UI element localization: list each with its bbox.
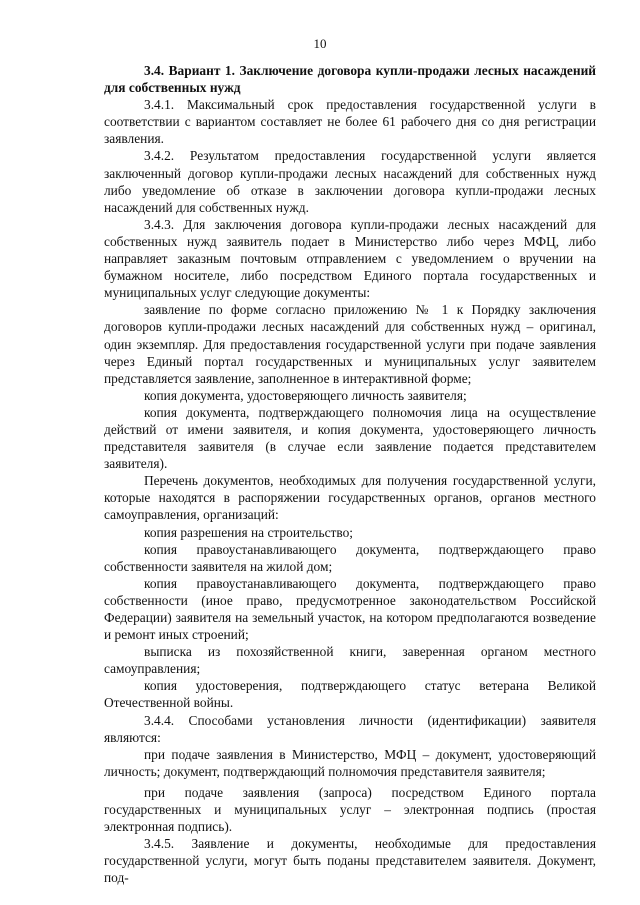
- paragraph-documents-list-intro: Перечень документов, необходимых для получения государственной услуги, которые находятся в распоряжении государственных органов, органов местного самоуправления, организаций:: [104, 473, 596, 523]
- list-item-application-form: заявление по форме согласно приложению № 1 к Порядку заключения договоров купли-продажи лесных насаждений для собственных нужд – оригинал, один экземпляр. Для предоставления государственной услуги при подаче заявления через Единый портал государственных и муниципальных услуг заявителем представляется заявление, заполненное в интерактивной форме;: [104, 302, 596, 386]
- paragraph-3-4-2: 3.4.2. Результатом предоставления государственной услуги является заключенный договор купли-продажи лесных насаждений для собственных нужд либо уведомление об отказе в заключении договора купли-продажи лесных насаждений для собственных нужд.: [104, 148, 596, 215]
- section-heading: 3.4. Вариант 1. Заключение договора купли-продажи лесных насаждений для собственных нужд: [104, 63, 596, 96]
- list-item-building-permit: копия разрешения на строительство;: [144, 524, 354, 540]
- list-item-land-title: копия правоустанавливающего документа, подтверждающего право собственности (иное право, предусмотренное законодательством Российской Федерации) заявителя на земельный участок, на котором предполагаются возведение и ремонт иных строений;: [104, 575, 596, 643]
- list-item-household-book: выписка из похозяйственной книги, заверенная органом местного самоуправления;: [104, 644, 596, 677]
- list-item-veteran-certificate: копия удостоверения, подтверждающего статус ветерана Великой Отечественной войны.: [104, 678, 596, 711]
- list-item-identification-office: при подаче заявления в Министерство, МФЦ – документ, удостоверяющий личность; документ, подтверждающий полномочия представителя заявителя;: [104, 746, 596, 779]
- list-item-authority-copy: копия документа, подтверждающего полномочия лица на осуществление действий от имени заявителя, и копия документа, удостоверяющего личность представителя заявителя (в случае если заявление подается представителем заявителя).: [104, 404, 596, 472]
- list-item-house-title: копия правоустанавливающего документа, подтверждающего право собственности заявителя на жилой дом;: [104, 541, 596, 574]
- page-number: 10: [313, 36, 327, 51]
- document-body: [104, 62, 596, 887]
- list-item-identity-copy: копия документа, удостоверяющего личность заявителя;: [144, 387, 467, 403]
- paragraph-3-4-3: 3.4.3. Для заключения договора купли-продажи лесных насаждений для собственных нужд заявитель подает в Министерство либо через МФЦ, либо направляет заказным почтовым отправлением с уведомлением о вручении на бумажном носителе, либо посредством Единого портала государственных и муниципальных услуг следующие документы:: [104, 216, 596, 301]
- paragraph-3-4-4: 3.4.4. Способами установления личности (идентификации) заявителя являются:: [104, 712, 596, 745]
- paragraph-3-4-5: 3.4.5. Заявление и документы, необходимые для предоставления государственной услуги, могут быть поданы представителем заявителя. Документ, под-: [104, 836, 596, 886]
- list-item-identification-portal: при подаче заявления (запроса) посредством Единого портала государственных и муниципальных услуг – электронная подпись (простая электронная подпись).: [104, 784, 596, 835]
- paragraph-3-4-1: 3.4.1. Максимальный срок предоставления государственной услуги в соответствии с вариантом составляет не более 61 рабочего дня со дня регистрации заявления.: [104, 97, 596, 147]
